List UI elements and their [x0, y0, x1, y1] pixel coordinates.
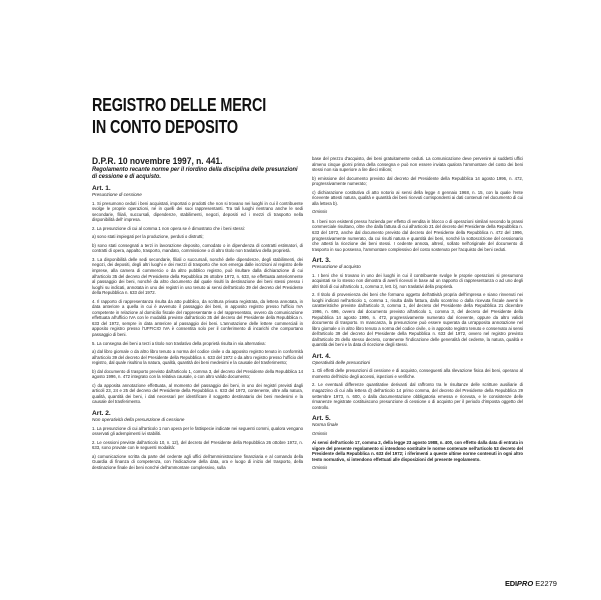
paragraph: 1. Gli effetti delle presunzioni di cessione e di acquisto, conseguenti alla rilevazione fisica dei beni, operano al momento dell'inizio degli accessi, ispezioni e verifiche. — [312, 368, 523, 379]
product-code: E2279 — [535, 579, 557, 588]
title-line-1: REGISTRO DELLE MERCI — [92, 94, 267, 115]
paragraph: b) dal documento di trasporto previsto dall'articolo 1, comma 3, del decreto del Presidente della Repubblica 14 agosto 1996, n. 472 integrato con la relativa causale, o con altro valido documento; — [92, 368, 303, 380]
paragraph: c) dichiarazione costitutiva di atto notorio ai sensi della legge 4 gennaio 1968, n. 15, con la quale l'ente ricevente attesti natura, qualità e quantità dei beni ricevuti corrispondenti ai dati contenuti nel documento di cui alla lettera b). — [312, 189, 523, 206]
final-provision: Ai sensi dell'articolo 17, comma 2, della legge 23 agosto 1988, n. 400, con effetto dalla data di entrata in vigore del presente regolamento si intendono sostituite le norme contenute nell'articolo 53 decreto del Presidente della Repubblica n. 633 del 1972; i riferimenti a queste ultime norme contenuti in ogni altro testo normativo, si intendono effettuati alle disposizioni del presente regolamento. — [312, 440, 523, 462]
page-title — [92, 94, 266, 138]
omissis-note: Omissis — [312, 465, 328, 471]
paragraph: base del prezzo d'acquisto, dei beni gratuitamente ceduti. La comunicazione deve pervenire ai suddetti uffici almeno cinque giorni prima della consegna e può non essere inviata qualora l'ammontare del costo dei beni stessi non sia superiore a lire dieci milioni; — [312, 156, 523, 173]
paragraph: b) sono stati consegnati a terzi in lavorazione deposito, comodato o in dipendenza di contratti estimatori, di contratti di opera, appalto, trasporto, mandato, commissione o di altro titolo non traslativo della proprietà. — [92, 242, 303, 254]
paragraph: b) emissione del documento previsto dal decreto del Presidente della Repubblica 14 agosto 1996, n. 472, progressivamente numerato; — [312, 175, 523, 187]
article-heading: Art. 1. — [92, 185, 111, 192]
paragraph: 4. Il rapporto di rappresentanza risulta da atto pubblico, da scrittura privata registrata, da lettera annotata, in data anteriore a quella in cui è avvenuto il passaggio dei beni, in apposito registro presso l'ufficio IVA competente in relazione al domicilio fiscale del rappresentante o del rappresentato, ovvero da comunicazione effettuata all'ufficio IVA con le modalità previste dall'articolo 35 del decreto del Presidente della Repubblica n. 633 del 1972, sempre in data anteriore al passaggio dei beni. L'annotazione delle lettere commerciali in apposito registro presso l'UFFICIO IVA è consentita solo per il conferimento di incarichi che comportano passaggio di beni. — [92, 298, 303, 337]
publisher-brand: EDI — [505, 579, 517, 588]
paragraph: c) da apposita annotazione effettuata, al momento del passaggio dei beni, in uno dei registri previsti dagli articoli 23, 24 e 25 del decreto del Presidente della Repubblica n. 633 del 1972, contenente, oltre alla natura, qualità, quantità dei beni, i dati necessari per identificare il soggetto destinatario dei beni medesimi e la causale del trasferimento. — [92, 382, 303, 405]
right-column — [312, 156, 523, 475]
paragraph: 3. La disponibilità delle sedi secondarie, filiali o succursali, nonché delle dipendenze, degli stabilimenti, dei negozi, dei depositi, degli altri luoghi e dei mezzi di trasporto che non emerga dalle iscrizioni al registro delle imprese, alla camera di commercio o da altro pubblico registro, può risultare dalla dichiarazione di cui all'articolo 35 del decreto del Presidente della Repubblica 26 ottobre 1972, n. 633, se effettuata anteriormente al passaggio dei beni, nonché da altro documento dal quale risulti la destinazione dei beni stessi presso i luoghi su indicati, annotata in uno dei registri in uso tenuto ai sensi dell'articolo 39 del decreto del Presidente della Repubblica n. 633 del 1972. — [92, 256, 303, 296]
article-heading: Art. 3. — [312, 257, 331, 265]
title-line-2: IN CONTO DEPOSITO — [92, 116, 238, 137]
paragraph: a) comunicazione scritta da parte del cedente agli uffici dell'amministrazione finanziaria e al comando della Guardia di finanza di competenza, con l'indicazione della data, ora e luogo di inizio del trasporto, della destinazione finale dei beni nonché dell'ammontare complessivo, sulla — [92, 453, 303, 470]
paragraph: 2. Le cessioni previste dall'articolo 10, n. 12), del decreto del Presidente della Repubblica 26 ottobre 1972, n. 633, sono provate con le seguenti modalità: — [92, 439, 303, 451]
paragraph: 2. Le eventuali differenze quantitative derivanti dal raffronto tra le risultanze delle scritture ausiliarie di magazzino di cui alla lettera d) dell'articolo 14 primo comma, del decreto del Presidente della Repubblica 29 settembre 1973, n. 600, o dalla documentazione obbligatoria emessa e ricevuta, e le consistenze delle rimanenze registrate costituiscono presunzione di cessione o di acquisto per il periodo d'imposta oggetto del controllo. — [312, 382, 523, 410]
publisher-code — [505, 579, 557, 588]
article-subtitle: Norma finale — [312, 422, 339, 428]
article-heading: Art. 5. — [312, 415, 331, 423]
article-heading: Art. 2. — [92, 410, 111, 417]
paragraph: 1. Si presumono ceduti i beni acquistati, importati o prodotti che non si trovano nei luoghi in cui il contribuente svolge le proprie operazioni, né in quelli dei suoi rappresentanti. Tra tali luoghi rientrano anche le sedi secondarie, filiali, succursali, dipendenze, stabilimenti, negozi, depositi ed i mezzi di trasporto nella disponibilità dell' impresa. — [92, 200, 303, 223]
article-subtitle: Presunzione di cessione — [92, 192, 142, 197]
omissis-note: Omissis — [312, 209, 328, 215]
law-header — [92, 156, 304, 180]
law-subtitle: Regolamento recante norme per il riordino della disciplina delle presunzioni di cessione e di acquisto. — [92, 166, 298, 180]
paragraph: 2. Il titolo di provenienza dei beni che formano oggetto dell'attività propria dell'impresa e siano rinvenuti nei luoghi indicati nell'articolo 1, comma 1, risulta dalla fattura, dallo scontrino o dalla ricevuta fiscale aventi le caratteristiche previste dall'articolo 3, comma 1, del decreto del Presidente della Repubblica 21 dicembre 1996, n. 696, ovvero dal documento previsto all'articolo 1, comma 3, del decreto del Presidente della Repubblica 14 agosto 1996, n. 472, progressivamente numerato dal ricevente, oppure da altro valido documento di trasporto. In mancanza, la presunzione può essere superata da un'apposita annotazione nel libro giornale o in altro libro tenuto a norma del codice civile, o in apposito registro tenuto e conservato ai sensi dell'articolo 39 del decreto del Presidente della Repubblica n. 633 del 1972, ovvero nel registro previsto dall'articolo 25 dello stesso decreto, contenente l'indicazione delle generalità del cedente, la natura, qualità e quantità dei beni e la data di ricezione degli stessi. — [312, 292, 523, 348]
paragraph: a) sono stati impiegati per la produzione, perduti o distrutti; — [92, 234, 204, 240]
paragraph: 1. La presunzione di cui all'articolo 1 non opera per le fattispecie indicate nei seguenti commi, qualora vengano osservati gli adempimenti ivi stabiliti. — [92, 425, 303, 437]
paragraph: a) dal libro giornale o da altro libro tenuto a norma del codice civile o da apposito registro tenuto in conformità all'articolo 39 del decreto del Presidente della Repubblica n. 633 del 1972 o da altro registro presso l'ufficio del registro, dal quale risultino la natura, qualità, quantità dei beni medesimi e la causale del trasferimento; — [92, 349, 303, 366]
left-column — [92, 156, 303, 473]
law-reference: D.P.R. 10 novembre 1997, n. 441. — [92, 156, 223, 166]
article-subtitle: Operatività delle presunzioni — [312, 359, 370, 365]
paragraph: 5. I beni non esistenti presso l'azienda per effetto di vendita in blocco o di operazioni similari secondo la prassi commerciale risultano, oltre che dalla fattura di cui all'articolo 21 del decreto del Presidente della Repubblica n. 633 del 1972, anche dal documento previsto dal decreto del Presidente della Repubblica n. 472 del 1996, progressivamente numerato, da cui risulti natura e quantità dei beni, nonché la sottoscrizione del cessionario che attesti la ricezione dei beni stessi. I cedente annota, altresì, sollato nell'originale del documento di trasporto in suo possesso, l'ammontare complessivo del costo sostenuto per l'acquisto dei beni ceduti. — [312, 218, 523, 252]
paragraph: 1. I beni che si trovano in uno dei luoghi in cui il contribuente svolge le proprie operazioni si presumono acquistati se lo stesso non dimostra di averli ricevuti in base ad un rapporto di rappresentanza o ad uno degli altri titoli di cui all'articolo 1, comma 2, lett. b), non traslativi della proprietà. — [312, 272, 523, 289]
paragraph: 2. La presunzione di cui al comma 1 non opera se è dimostrato che i beni stessi: — [92, 225, 245, 231]
article-subtitle: Non operatività della presunzione di cessione — [92, 417, 185, 422]
article-heading: Art. 4. — [312, 352, 331, 360]
omissis-note: Omissis — [312, 430, 328, 436]
paragraph: 5. La consegna dei beni a terzi a titolo non traslativo della proprietà risulta in via alternativa: — [92, 340, 266, 346]
publisher-pro: PRO — [516, 579, 534, 588]
article-subtitle: Presunzione di acquisto — [312, 264, 361, 270]
